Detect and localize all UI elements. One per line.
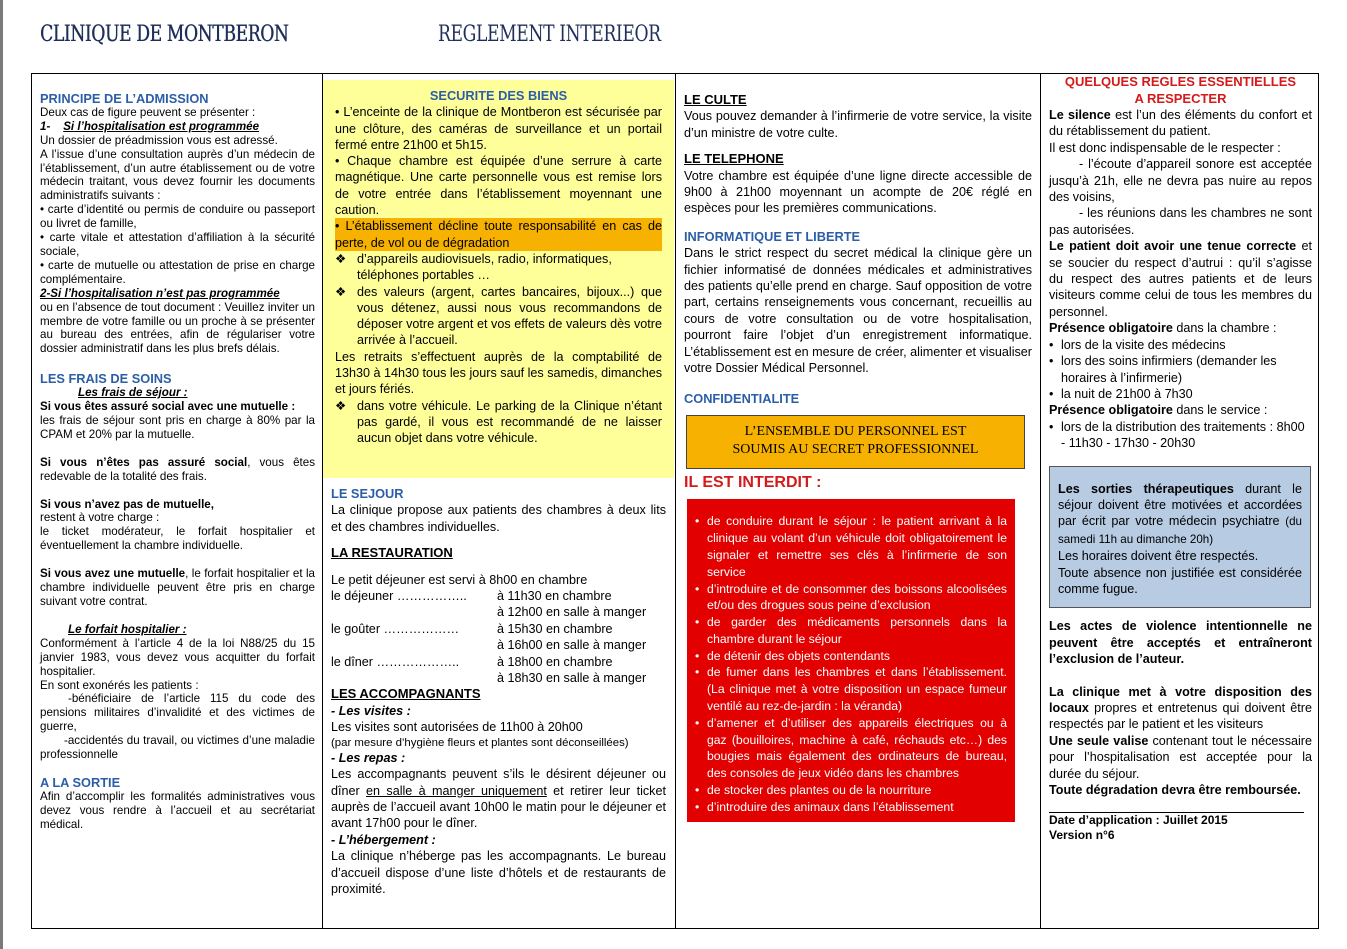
- confidentialite-box: [686, 415, 1025, 469]
- meal-row: [331, 654, 666, 670]
- exoneration-item: -accidentés du travail, ou victimes d’une maladie professionnelle: [40, 734, 315, 762]
- avec-mutuelle-heading: Si vous avez une mutuelle: [40, 567, 186, 581]
- locaux-body: propres et entretenus qui doivent être respectés par le patient et les visiteurs: [1049, 701, 1312, 732]
- list-item-text: d’appareils audiovisuels, radio, informatiques, téléphones portables …: [357, 251, 612, 283]
- confidentialite-line-2: SOUMIS AU SECRET PROFESSIONNEL: [732, 441, 979, 457]
- forfait-subtitle: Le forfait hospitalier :: [68, 622, 187, 636]
- interdit-item: [695, 513, 1007, 580]
- silence-detail: - les réunions dans les chambres ne sont pas autorisées.: [1049, 206, 1312, 237]
- interdit-item: [695, 715, 1007, 782]
- informatique-title: INFORMATIQUE ET LIBERTE: [684, 228, 861, 244]
- admission-title: PRINCIPE DE L’ADMISSION: [40, 91, 209, 106]
- securite-highlight: • L’établissement décline toute responsabilité en cas de perte, de vol ou de dégradation: [335, 219, 662, 250]
- meal-time: à 18h00 en chambre: [497, 654, 613, 669]
- telephone-title: LE TELEPHONE: [684, 151, 784, 167]
- bullet-icon: •: [1049, 337, 1054, 352]
- visites-note: (par mesure d’hygiène fleurs et plantes sont déconseillées): [331, 736, 629, 749]
- bullet-icon: •: [695, 615, 700, 630]
- tenue-body: et se soucier du respect d’autrui : qu’il s’agisse du respect des autres patients et de leurs visiteurs comme celui de tous les membres du personnel.: [1049, 239, 1312, 319]
- securite-box: [323, 80, 674, 478]
- non-assure-heading: Si vous n’êtes pas assuré social: [40, 455, 248, 469]
- presence-item-text: lors de la visite des médecins: [1061, 337, 1226, 352]
- silence-text: [1049, 107, 1312, 140]
- interdit-text: d’amener et d’utiliser des appareils électriques ou à gaz (bouilloires, machine à café, réchauds etc…) des bougies mais également des ordinateurs de bureau, des consoles de jeux vidéo dans les chambres: [707, 715, 1007, 781]
- interdit-item: [695, 614, 1007, 648]
- securite-list-item: [335, 398, 662, 447]
- list-item-text: des valeurs (argent, cartes bancaires, bijoux...) que vous détenez, aussi nous vous recommandons de déposer votre argent et vos effets de valeurs dès votre arrivée à l’accueil.: [357, 284, 662, 348]
- interdit-text: de garder des médicaments personnels dans la chambre durant le séjour: [707, 615, 1007, 646]
- culte-title: LE CULTE: [684, 92, 747, 107]
- securite-list-item: [335, 251, 662, 284]
- presence-item-text: lors de la distribution des traitements : 8h00 - 11h30 - 17h30 - 20h30: [1061, 419, 1305, 451]
- locaux-heading: La clinique met à votre disposition des locaux: [1049, 684, 1312, 715]
- date-application: Date d’application : Juillet 2015: [1049, 813, 1228, 828]
- diamond-bullet-icon: ❖: [335, 398, 347, 413]
- interdit-item: [695, 648, 1007, 665]
- presence-item: [1049, 353, 1312, 386]
- interdit-text: d’introduire des animaux dans l’établissement: [707, 799, 954, 814]
- informatique-text: Dans le strict respect du secret médical la clinique gère un fichier informatisé de données médicales et administratives des patients qu’elle prend en charge. Sauf opposition de votre part, certains renseignements vous concernant, recueillis au cours de votre consultation ou de votre hospitalisation, pourront faire l’objet d’un enregistrement informatique. L’établissement est en mesure de créer, alimenter et visualiser votre Dossier Médical Personnel.: [684, 246, 1032, 376]
- pas-mutuelle-text-2: le ticket modérateur, le forfait hospitalier et éventuellement la chambre individuelle.: [40, 525, 315, 553]
- bullet-icon: •: [695, 783, 700, 798]
- meal-label: [331, 637, 491, 653]
- silence-body: est l’un des éléments du confort et du rétablissement du patient.: [1049, 108, 1312, 139]
- meal-label: Le petit déjeuner est servi à 8h00 en chambre: [331, 572, 588, 587]
- regles-title-line-2: A RESPECTER: [1134, 90, 1227, 106]
- case1-label: Si l’hospitalisation est programmée: [63, 119, 260, 133]
- doc-item: • carte de mutuelle ou attestation de prise en charge complémentaire.: [40, 258, 315, 286]
- interdit-item: [695, 799, 1007, 816]
- document-frame: [31, 73, 1319, 929]
- repas-text: [331, 766, 666, 832]
- meal-label: [331, 670, 491, 686]
- interdit-text: de stocker des plantes ou de la nourriture: [707, 783, 932, 798]
- presence-item-text: la nuit de 21h00 à 7h30: [1061, 386, 1193, 401]
- meal-label: le goûter ………………: [331, 621, 460, 636]
- case1-number: 1-: [40, 119, 51, 133]
- valise-text: [1049, 733, 1312, 782]
- visites-text: Les visites sont autorisées de 11h00 à 20h00: [331, 720, 583, 735]
- securite-title: SECURITE DES BIENS: [429, 88, 568, 103]
- violence-text: Les actes de violence intentionnelle ne peuvent être acceptés et entraîneront l’exclusion de l’auteur.: [1049, 619, 1312, 667]
- meal-row: [331, 637, 666, 653]
- sejour-text: La clinique propose aux patients des chambres à deux lits et des chambres individuelles.: [331, 503, 666, 534]
- valise-body: contenant tout le nécessaire pour l’hospitalisation est acceptée pour la durée du séjour.: [1049, 733, 1312, 781]
- meal-label: le déjeuner ……………..: [331, 589, 467, 604]
- securite-list-item: [335, 284, 662, 349]
- repas-text-2: et retirer leur ticket auprès de l’accueil avant 10h00 le matin pour le déjeuner et avant 17h00 pour le dîner.: [331, 783, 666, 831]
- meal-time: à 16h00 en salle à manger: [497, 638, 647, 653]
- meal-label: [331, 604, 491, 620]
- doc-item: • carte d’identité ou permis de conduire ou passeport ou livret de famille,: [40, 203, 315, 231]
- repas-subtitle: - Les repas :: [331, 750, 406, 765]
- restauration-title: LA RESTAURATION: [331, 545, 453, 561]
- bullet-icon: •: [695, 514, 700, 529]
- bullet-icon: •: [695, 799, 700, 814]
- window-edge: [0, 0, 3, 949]
- visites-subtitle: - Les visites :: [331, 703, 411, 718]
- bullet-icon: •: [1049, 386, 1054, 401]
- bullet-icon: •: [695, 648, 700, 663]
- case2-heading: 2-Si l’hospitalisation n’est pas programmée: [40, 286, 280, 300]
- meal-row: [331, 588, 666, 604]
- sortie-title: A LA SORTIE: [40, 774, 121, 790]
- document-title: REGLEMENT INTERIEOR: [438, 22, 661, 47]
- presence-body: dans le service :: [1172, 403, 1268, 418]
- version: Version n°6: [1049, 828, 1115, 843]
- admission-intro: Deux cas de figure peuvent se présenter :: [40, 105, 256, 119]
- list-item-text: dans votre véhicule. Le parking de la Clinique n’étant pas gardé, il vous est recommandé de ne laisser aucun objet dans votre véhicule.: [357, 398, 662, 446]
- column-securite-sejour: [323, 74, 676, 928]
- meal-time: à 12h00 en salle à manger: [497, 605, 647, 620]
- mutuelle-text: les frais de séjour sont pris en charge à 80% par la CPAM et 20% par la mutuelle.: [40, 413, 315, 441]
- accompagnants-title: LES ACCOMPAGNANTS: [331, 686, 481, 702]
- presence-chambre: [1049, 320, 1312, 336]
- sorties-heading: Les sorties thérapeutiques: [1058, 481, 1234, 496]
- bullet-icon: •: [695, 581, 700, 596]
- non-assure-body: , vous êtes redevable de la totalité des frais.: [40, 455, 316, 483]
- sejour-section: [331, 486, 666, 897]
- case2-text: ou en l’absence de tout document : Veuillez inviter un membre de votre famille ou un proche à se présenter au bureau des entrées, afin de régulariser votre dossier administratif dans les plus brefs délais.: [40, 300, 315, 356]
- interdit-item: [695, 664, 1007, 714]
- exoneration-intro: En sont exonérés les patients :: [40, 678, 199, 692]
- presence-item-text: lors des soins infirmiers (demander les horaires à l’infirmerie): [1061, 354, 1277, 385]
- sorties-body: durant le séjour doivent être motivées et accordées par écrit par votre médecin psychiatre: [1058, 481, 1302, 529]
- meal-label: le dîner ………………..: [331, 654, 460, 669]
- interdit-text: d’introduire et de consommer des boissons alcoolisées et/ou des drogues sous peine d’exclusion: [707, 581, 1007, 613]
- tenue-text: [1049, 238, 1312, 320]
- non-assure-text: [40, 456, 315, 484]
- hebergement-subtitle: - L’hébergement :: [331, 832, 436, 847]
- pas-mutuelle-heading: Si vous n’avez pas de mutuelle,: [40, 497, 214, 511]
- avec-mutuelle-body: , le forfait hospitalier et la chambre individuelle peuvent être pris en charge suivant votre contrat.: [40, 567, 315, 608]
- telephone-text: Votre chambre est équipée d’une ligne directe accessible de 9h00 à 21h00 moyennant un acompte de 20€ réglé en espèces pour les premières communications.: [684, 168, 1032, 216]
- sejour-title: LE SEJOUR: [331, 486, 404, 501]
- diamond-bullet-icon: ❖: [335, 284, 347, 299]
- horaires-text: Les horaires doivent être respectés.: [1058, 549, 1259, 564]
- presence-heading: Présence obligatoire: [1049, 403, 1173, 418]
- presence-service: [1049, 402, 1312, 418]
- interdit-item: [695, 782, 1007, 799]
- sorties-box: [1049, 466, 1311, 609]
- meal-time: à 11h30 en chambre: [497, 589, 612, 604]
- case1-text-1: Un dossier de préadmission vous est adressé.: [40, 133, 278, 147]
- interdit-box: [687, 499, 1015, 821]
- repas-text-1: Les accompagnants peuvent s’ils le désirent déjeuner ou dîner: [331, 767, 666, 798]
- repas-underline: en salle à manger uniquement: [366, 783, 547, 798]
- meal-row: [331, 604, 666, 620]
- case1-heading: [40, 120, 315, 134]
- meal-row: [331, 621, 666, 637]
- valise-heading: Une seule valise: [1049, 733, 1149, 748]
- bullet-icon: •: [1049, 419, 1054, 434]
- confidentialite-title: CONFIDENTIALITE: [684, 390, 800, 406]
- interdit-text: de conduire durant le séjour : le patient arrivant à la clinique au volant d’un véhicule doit obligatoirement le signaler et remettre ses clés à l’infirmerie de son service: [707, 514, 1007, 579]
- presence-item: [1049, 419, 1312, 452]
- presence-heading: Présence obligatoire: [1049, 321, 1173, 336]
- case1-text-2: A l’issue d’une consultation auprès d’un médecin de l’établissement, d’un autre établissement ou de votre médecin traitant, vous devez fournir les documents administratifs suivants :: [40, 147, 315, 203]
- meal-row: [331, 670, 666, 686]
- clinic-name: CLINIQUE DE MONTBERON: [40, 22, 289, 47]
- regles-title-line-1: QUELQUES REGLES ESSENTIELLES: [1064, 74, 1297, 89]
- regles-title: [1049, 74, 1312, 107]
- sorties-text: [1058, 481, 1302, 549]
- interdit-text: de fumer dans les chambres et dans l’établissement. (La clinique met à votre disposition un espace fumeur ventilé au rez-de-jardin : la véranda): [707, 665, 1007, 714]
- bullet-icon: •: [1049, 354, 1054, 369]
- hebergement-text: La clinique n’héberge pas les accompagnants. Le bureau d’accueil dispose d’une liste d’hôtels et de restaurants de proximité.: [331, 849, 666, 896]
- absence-text: Toute absence non justifiée est considérée comme fugue.: [1058, 565, 1302, 596]
- pas-mutuelle-text-1: restent à votre charge :: [40, 511, 160, 525]
- diamond-bullet-icon: ❖: [335, 251, 347, 266]
- locaux-text: [1049, 684, 1312, 733]
- sorties-note: (du samedi 11h au dimanche 20h): [1058, 515, 1302, 546]
- column-admission: [32, 74, 323, 928]
- silence-text-2: Il est donc indispensable de le respecter :: [1049, 140, 1281, 155]
- presence-item: [1049, 386, 1312, 402]
- meal-time: à 15h30 en chambre: [497, 621, 613, 636]
- securite-text-1: • L’enceinte de la clinique de Montberon est sécurisée par une clôture, des caméras de surveillance et un portail fermé entre 21h00 et 5h15.: [335, 105, 662, 152]
- presence-body: dans la chambre :: [1172, 321, 1277, 336]
- degradation-text: Toute dégradation devra être remboursée.: [1049, 783, 1301, 798]
- mutuelle-heading: Si vous êtes assuré social avec une mutuelle :: [40, 400, 296, 414]
- silence-heading: Le silence: [1049, 108, 1111, 122]
- bullet-icon: •: [695, 665, 700, 680]
- interdit-item: [695, 581, 1007, 615]
- frais-title: LES FRAIS DE SOINS: [40, 371, 172, 387]
- interdit-text: de détenir des objets contendants: [707, 648, 890, 663]
- forfait-text: Conformément à l’article 4 de la loi N88/25 du 15 janvier 1983, vous devez vous acquitter du forfait hospitalier.: [40, 636, 315, 678]
- interdit-title: IL EST INTERDIT :: [684, 473, 822, 491]
- column-regles: [1041, 74, 1320, 928]
- culte-text: Vous pouvez demander à l’infirmerie de votre service, la visite d’un ministre de votre culte.: [684, 109, 1032, 140]
- doc-item: • carte vitale et attestation d’affiliation à la sécurité sociale,: [40, 231, 315, 258]
- presence-item: [1049, 337, 1312, 353]
- column-culte-interdit: [676, 74, 1041, 928]
- meal-row: [331, 572, 666, 588]
- tenue-heading: Le patient doit avoir une tenue correcte: [1049, 239, 1297, 254]
- securite-text-2: • Chaque chambre est équipée d’une serrure à carte magnétique. Une carte personnelle vous est remise lors de votre entrée dans l’établissement moyennant une caution.: [335, 154, 662, 218]
- retraits-text: Les retraits s’effectuent auprès de la comptabilité de 13h30 à 14h30 tous les jours sauf les samedis, dimanches et jours fériés.: [335, 349, 662, 397]
- exoneration-item: -bénéficiaire de l’article 115 du code des pensions militaires d’invalidité et des victimes de guerre,: [40, 692, 315, 734]
- bullet-icon: •: [695, 715, 700, 730]
- sejour-subtitle: Les frais de séjour :: [78, 386, 188, 400]
- sortie-text: Afin d’accomplir les formalités administratives vous devez vous rendre à l’accueil et au secrétariat médical.: [40, 789, 315, 831]
- avec-mutuelle-text: [40, 567, 315, 609]
- meal-time: à 18h30 en salle à manger: [497, 671, 647, 686]
- silence-detail: - l’écoute d’appareil sonore est acceptée jusqu’à 21h, elle ne devra pas nuire au repos des voisins,: [1049, 157, 1312, 205]
- confidentialite-line-1: L’ENSEMBLE DU PERSONNEL EST: [744, 423, 967, 439]
